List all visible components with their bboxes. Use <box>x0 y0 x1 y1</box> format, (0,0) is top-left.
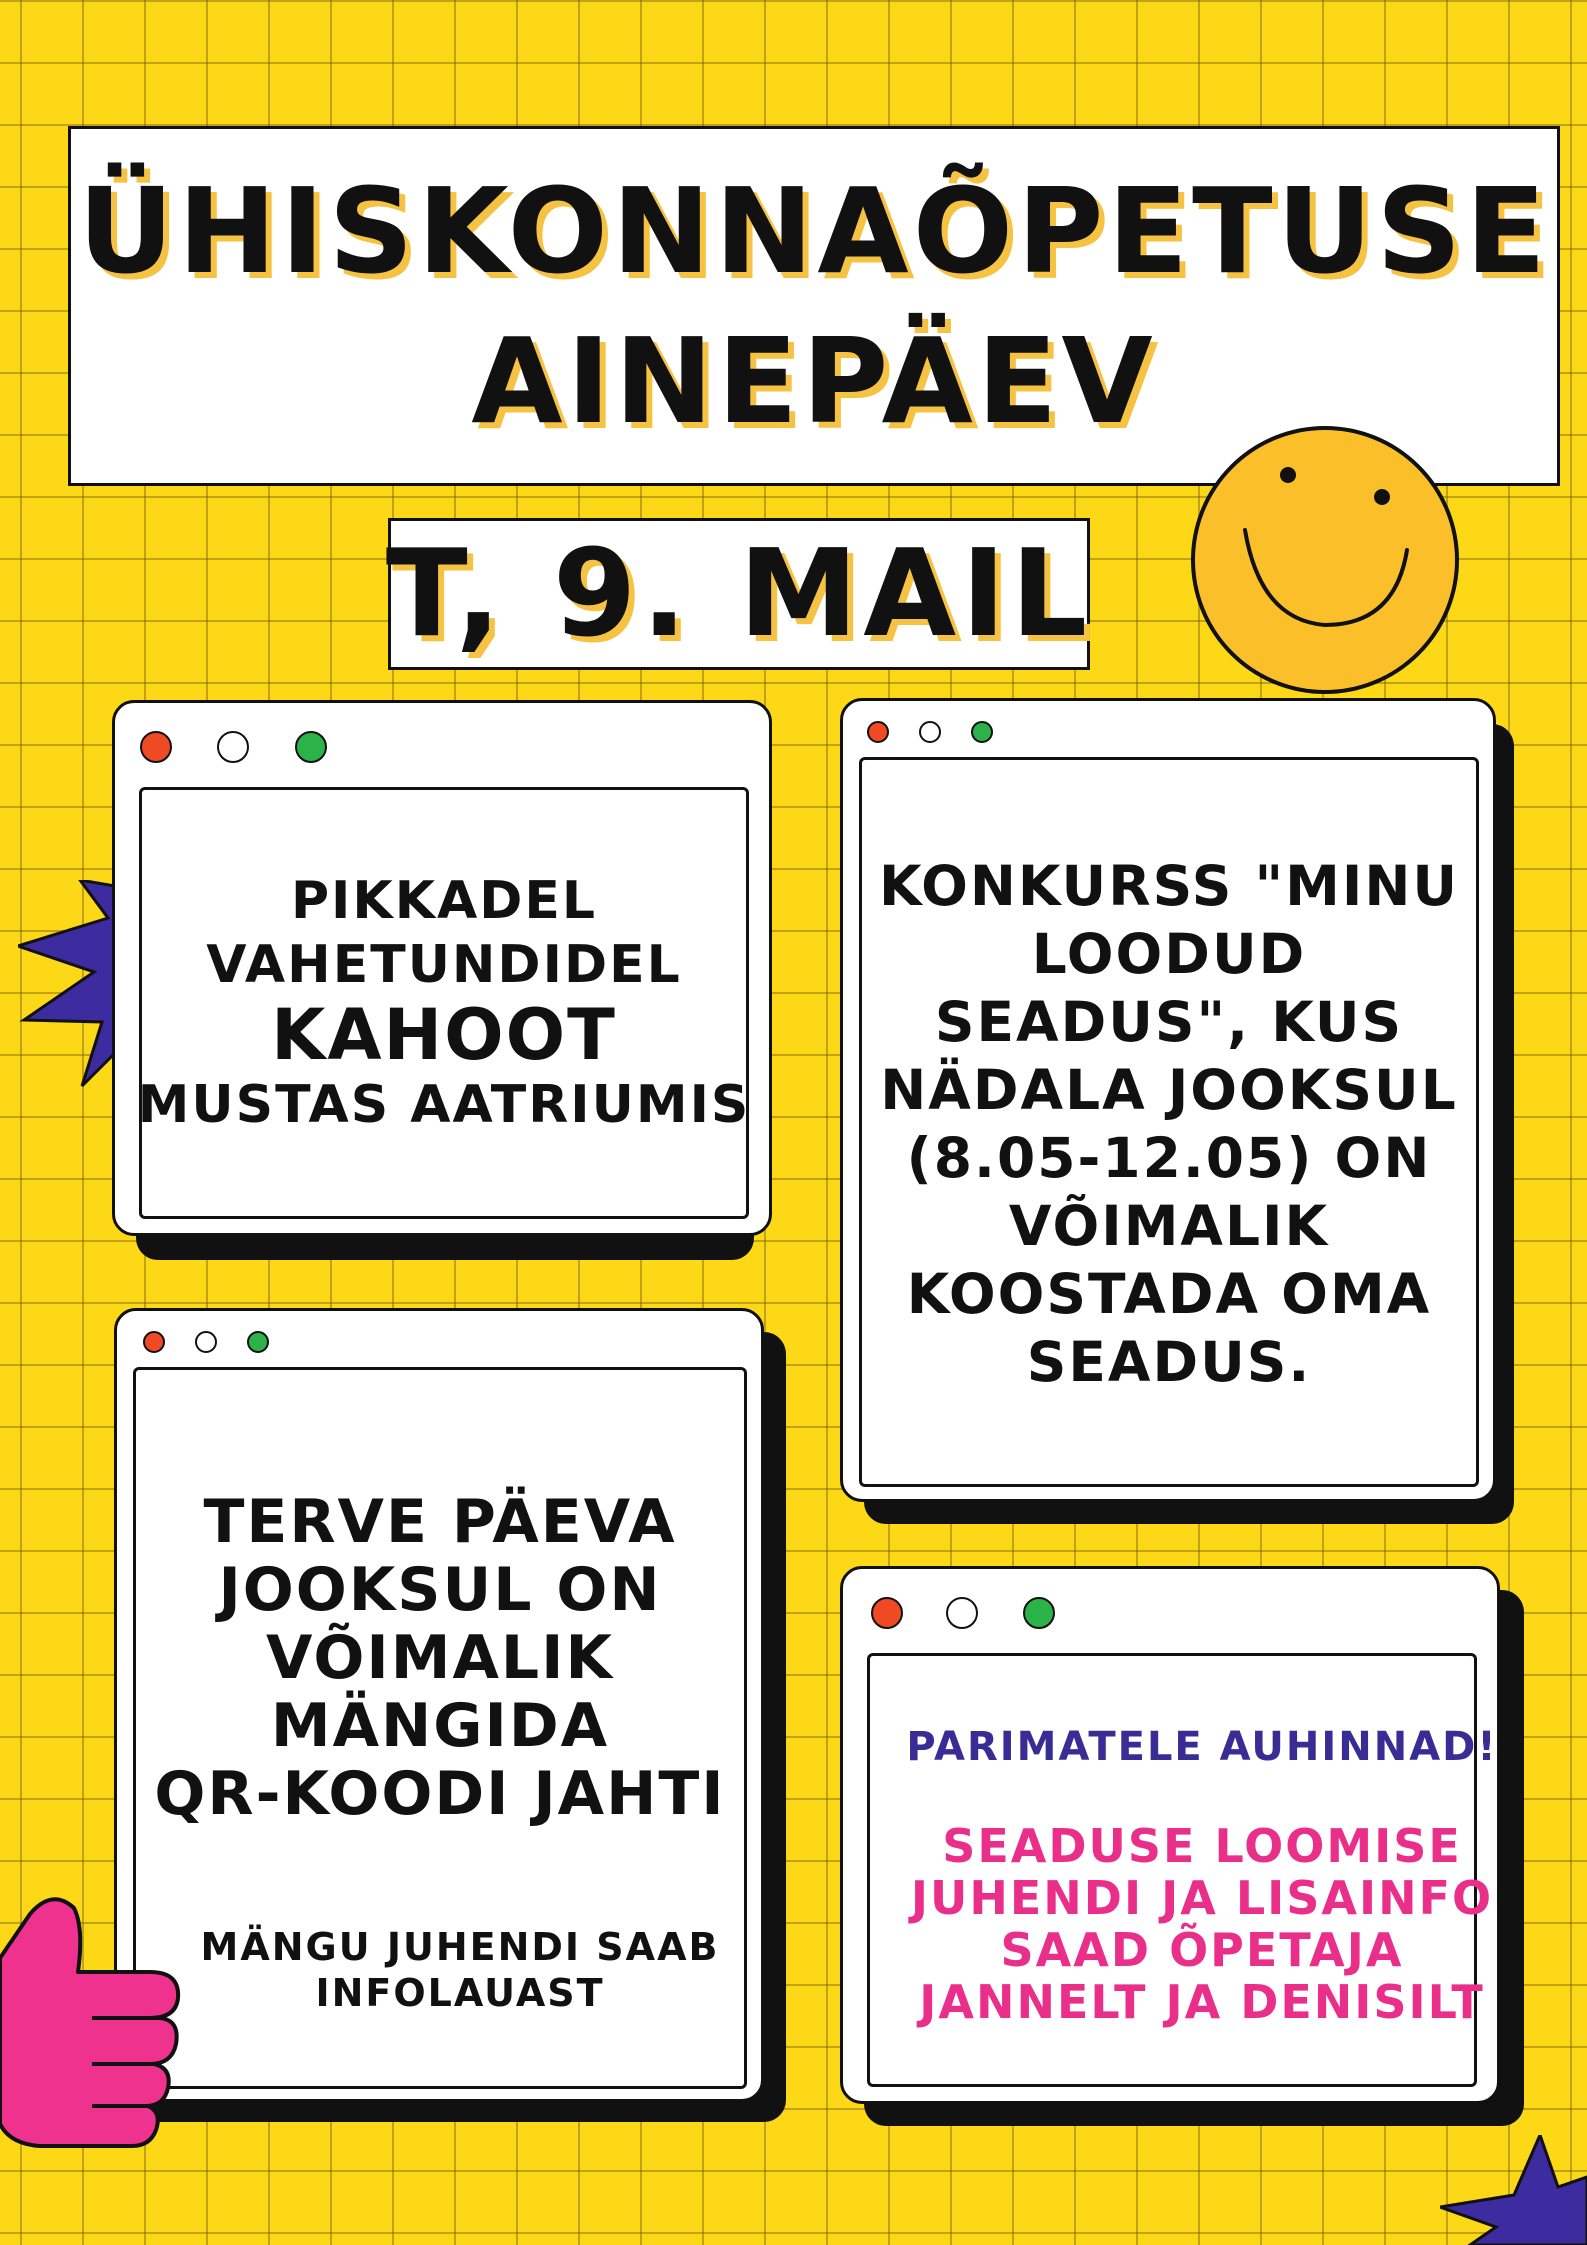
qr-line-1: TERVE PÄEVA <box>203 1487 677 1557</box>
card-konkurss <box>840 698 1496 1502</box>
konkurss-line-3: SEADUS", KUS <box>934 990 1404 1054</box>
thumbs-up-icon <box>0 1888 190 2150</box>
window-dot-green-icon <box>1023 1597 1055 1629</box>
auhinnad-line-4: JANNELT JA DENISILT <box>919 1975 1485 2029</box>
qr-note-line-1: MÄNGU JUHENDI SAAB <box>200 1925 720 1969</box>
window-dot-green-icon <box>295 731 327 763</box>
window-dot-red-icon <box>143 1331 165 1353</box>
window-dot-green-icon <box>971 721 993 743</box>
card-auhinnad-content <box>867 1653 1498 2087</box>
kahoot-line-1: PIKKADEL <box>290 871 598 931</box>
auhinnad-line-3: SAAD ÕPETAJA <box>1000 1923 1404 1977</box>
auhinnad-line-2: JUHENDI JA LISAINFO <box>910 1871 1494 1925</box>
date-box <box>385 518 1093 670</box>
window-dot-white-icon <box>919 721 941 743</box>
title-line-1: ÜHISKONNAÕPETUSE <box>77 162 1551 300</box>
window-dot-white-icon <box>195 1331 217 1353</box>
card-qr-content <box>133 1367 747 2089</box>
konkurss-line-5: (8.05-12.05) ON <box>906 1126 1432 1190</box>
card-kahoot-content <box>139 787 749 1219</box>
card-auhinnad <box>840 1566 1500 2104</box>
konkurss-line-6: VÕIMALIK <box>1008 1194 1330 1258</box>
qr-line-5: QR-KOODI JAHTI <box>154 1759 726 1829</box>
konkurss-line-4: NÄDALA JOOKSUL <box>880 1058 1458 1122</box>
window-dot-red-icon <box>140 731 172 763</box>
burst-icon-bottom-right <box>1440 2135 1587 2245</box>
window-dot-white-icon <box>946 1597 978 1629</box>
konkurss-line-2: LOODUD <box>1031 922 1307 986</box>
kahoot-line-3: KAHOOT <box>271 994 617 1076</box>
kahoot-line-4: MUSTAS AATRIUMIS <box>137 1075 751 1135</box>
window-dot-green-icon <box>247 1331 269 1353</box>
window-dot-red-icon <box>867 721 889 743</box>
konkurss-line-8: SEADUS. <box>1026 1330 1312 1394</box>
auhinnad-line-1: SEADUSE LOOMISE <box>942 1819 1462 1873</box>
konkurss-line-1: KONKURSS "MINU <box>878 854 1460 918</box>
qr-line-2: JOOKSUL ON <box>218 1555 662 1625</box>
card-kahoot <box>112 700 772 1236</box>
window-dot-white-icon <box>217 731 249 763</box>
kahoot-line-2: VAHETUNDIDEL <box>206 935 682 995</box>
date-text: T, 9. MAIL <box>385 524 1093 664</box>
konkurss-line-7: KOOSTADA OMA <box>906 1262 1432 1326</box>
smiley-icon <box>1185 420 1465 700</box>
qr-line-4: MÄNGIDA <box>270 1691 610 1761</box>
card-konkurss-content <box>859 757 1479 1487</box>
qr-line-3: VÕIMALIK <box>266 1623 614 1693</box>
qr-note-line-2: INFOLAUAST <box>315 1971 605 2015</box>
window-dot-red-icon <box>871 1597 903 1629</box>
card-qr <box>114 1308 764 2102</box>
auhinnad-headline: PARIMATELE AUHINNAD! <box>906 1724 1498 1770</box>
title-line-2: AINEPÄEV <box>471 312 1157 450</box>
